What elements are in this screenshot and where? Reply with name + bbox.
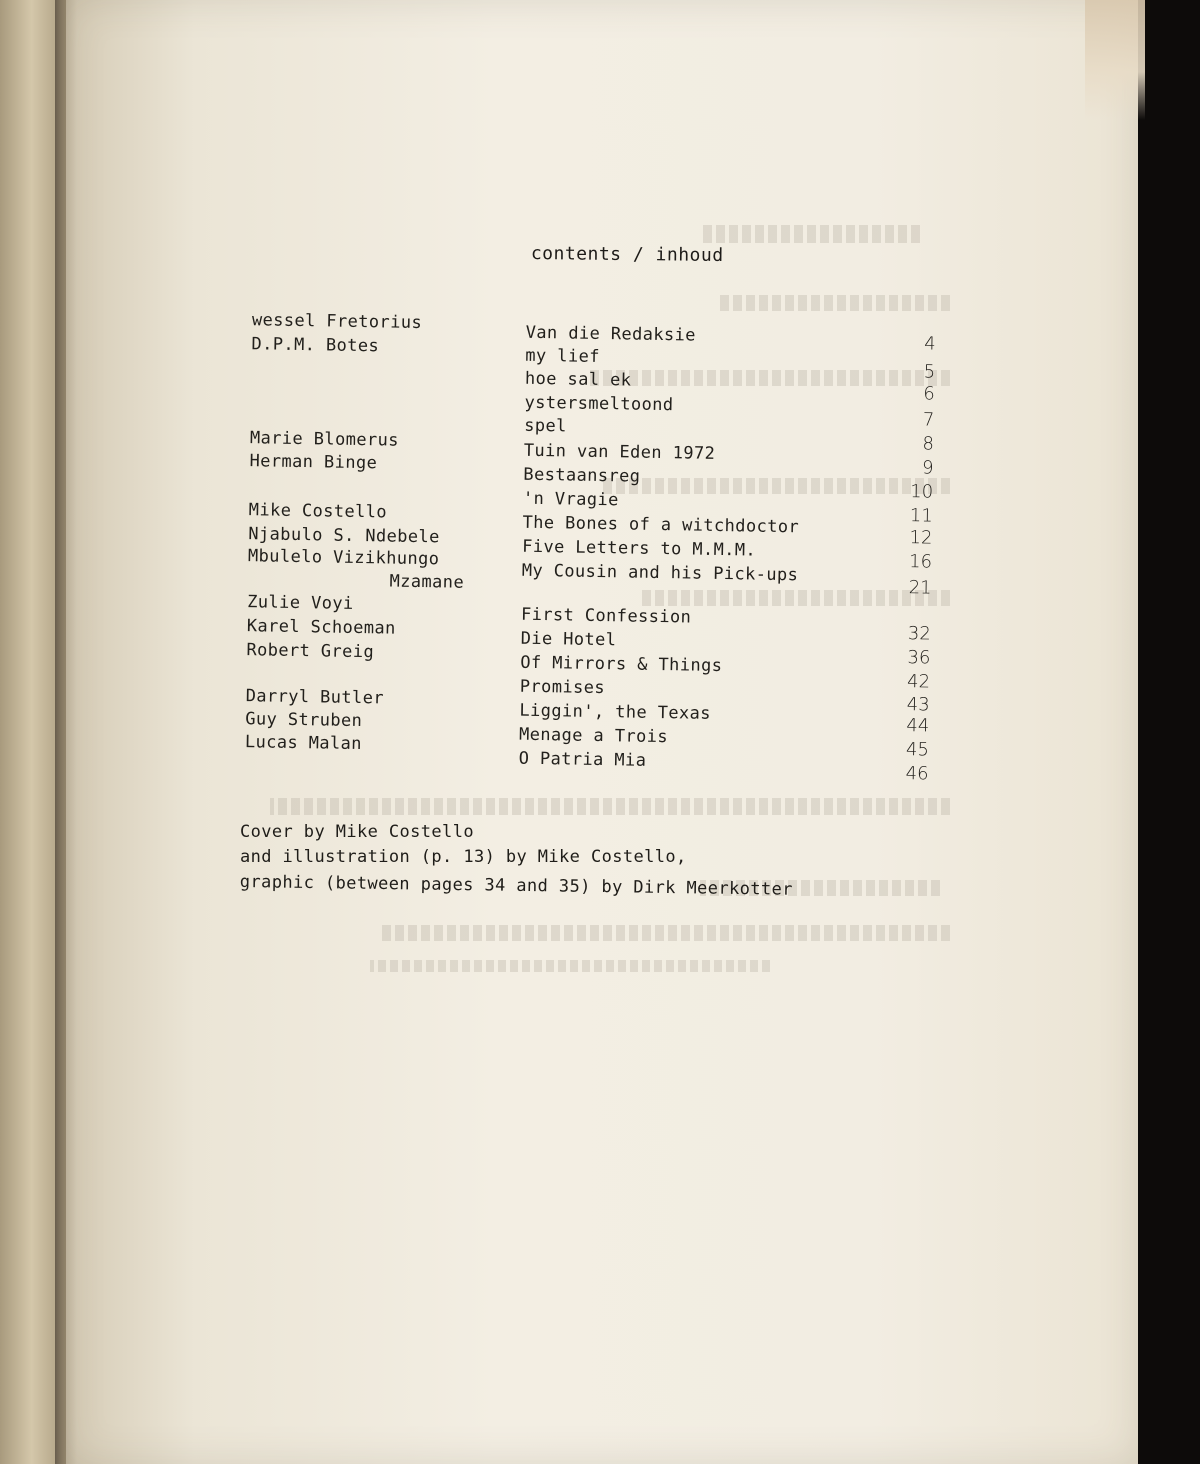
toc-title: Liggin', the Texas xyxy=(519,700,712,724)
toc-author: Marie Blomerus xyxy=(249,428,399,451)
toc-page-number: 21 xyxy=(908,577,932,599)
toc-author: Lucas Malan xyxy=(244,732,363,755)
toc-author: wessel Fretorius xyxy=(251,310,423,334)
toc-author: Darryl Butler xyxy=(245,686,385,709)
page-heading: contents / inhoud xyxy=(530,243,724,267)
toc-page-number: 16 xyxy=(908,551,933,573)
toc-author: Mike Costello xyxy=(248,500,388,523)
toc-title: First Confession xyxy=(520,604,692,628)
toc-page-number: 10 xyxy=(910,481,934,503)
toc-author: Mzamane xyxy=(389,571,465,593)
toc-title: Van die Redaksie xyxy=(525,322,697,346)
toc-page-number: 9 xyxy=(921,457,934,479)
toc-author: Zulie Voyi xyxy=(247,592,354,614)
toc-title: Tuin van Eden 1972 xyxy=(523,440,716,464)
toc-title: O Patria Mia xyxy=(518,748,647,771)
toc-title: spel xyxy=(524,415,567,437)
toc-title: The Bones of a witchdoctor xyxy=(522,512,800,538)
toc-page-number: 5 xyxy=(923,361,936,383)
toc-title: Menage a Trois xyxy=(518,724,669,748)
toc-author: Herman Binge xyxy=(249,451,378,474)
toc-page-number: 11 xyxy=(909,505,933,527)
toc-page-number: 44 xyxy=(906,715,930,737)
toc-page-number: 6 xyxy=(923,383,935,405)
toc-title: hoe sal ek xyxy=(524,368,632,391)
toc-title: My Cousin and his Pick-ups xyxy=(521,560,799,586)
toc-page-number: 12 xyxy=(909,527,933,549)
toc-author: Karel Schoeman xyxy=(246,616,396,639)
toc-page-number: 46 xyxy=(905,763,929,785)
toc-author: D.P.M. Botes xyxy=(251,334,380,357)
toc-author: Njabulo S. Ndebele xyxy=(248,524,440,548)
toc-page-number: 4 xyxy=(923,333,936,355)
toc-page-number: 45 xyxy=(905,739,930,761)
toc-title: ystersmeltoond xyxy=(524,392,674,416)
toc-page-number: 36 xyxy=(907,647,931,669)
cover-credit: Cover by Mike Costello xyxy=(240,822,474,842)
toc-author: Guy Struben xyxy=(245,709,363,732)
toc-page-number: 32 xyxy=(907,623,931,645)
toc-page-number: 42 xyxy=(906,671,931,693)
toc-title: Bestaansreg xyxy=(523,464,641,487)
toc-title: my lief xyxy=(525,345,600,367)
toc-title: Of Mirrors & Things xyxy=(520,652,723,677)
toc-page-number: 7 xyxy=(922,409,935,431)
graphic-credit: graphic (between pages 34 and 35) by Dirk Meerkotter xyxy=(239,872,793,900)
toc-author: Robert Greig xyxy=(246,640,375,663)
toc-title: Die Hotel xyxy=(520,628,617,651)
toc-page-number: 8 xyxy=(922,433,935,455)
toc-author: Mbulelo Vizikhungo xyxy=(247,546,440,570)
illustration-credit: and illustration (p. 13) by Mike Costello, xyxy=(240,847,687,867)
toc-title: Five Letters to M.M.M. xyxy=(522,536,757,561)
toc-title: Promises xyxy=(519,676,606,699)
toc-title: 'n Vragie xyxy=(522,488,619,511)
toc-page-number: 43 xyxy=(906,694,930,716)
